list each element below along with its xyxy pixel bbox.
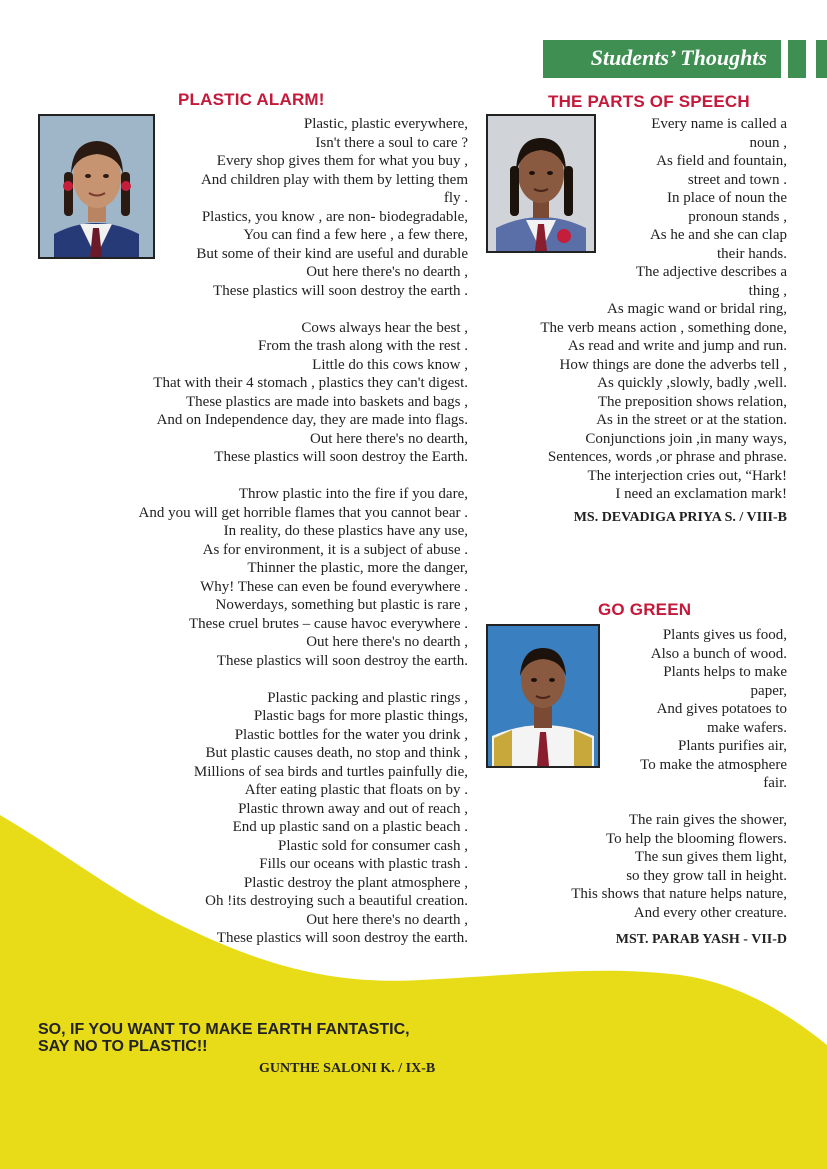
poem-line: paper, — [750, 682, 787, 699]
poem-line: These plastics will soon destroy the earth . — [213, 282, 468, 299]
poem-title-go-green: GO GREEN — [598, 600, 692, 619]
poem-line: But some of their kind are useful and durable — [196, 245, 468, 262]
poem-line: pronoun stands , — [688, 208, 787, 225]
poem-line: And on Independence day, they are made into flags. — [156, 412, 468, 428]
poem-line: And every other creature. — [633, 904, 787, 921]
poem-line: As for environment, it is a subject of abuse . — [202, 541, 468, 558]
poem-line: Nowerdays, something but plastic is rare , — [215, 597, 468, 613]
poem-line: Out here there's no dearth , — [306, 264, 468, 280]
poem-line: Plastic sold for consumer cash , — [278, 837, 468, 854]
poem-line: In place of noun the — [667, 190, 787, 206]
poem-line: Conjunctions join ,in many ways, — [585, 430, 787, 447]
poem-line: Plastic destroy the plant atmosphere , — [243, 874, 468, 891]
poem-line: The verb means action , something done, — [540, 319, 787, 336]
poem-line: Every name is called a — [651, 116, 787, 132]
poem-line: The sun gives them light, — [634, 849, 787, 865]
poem-line: As quickly ,slowly, badly ,well. — [597, 375, 787, 391]
header-stripe — [788, 40, 806, 78]
poem-line: The preposition shows relation, — [597, 393, 787, 410]
poem-line: But plastic causes death, no stop and think , — [205, 745, 468, 761]
poem-line: Thinner the plastic, more the danger, — [247, 560, 468, 576]
poem-line: As magic wand or bridal ring, — [607, 301, 787, 317]
poem-line: As he and she can clap — [649, 227, 787, 243]
poem-line: Plastic thrown away and out of reach , — [238, 800, 468, 817]
poem-line: These plastics will soon destroy the earth. — [216, 652, 468, 669]
poem-line: Plants helps to make — [663, 664, 787, 680]
poem-line: fair. — [763, 775, 787, 791]
poem-line: Plants purifies air, — [678, 738, 787, 754]
portrait-image — [40, 116, 153, 257]
poem-line: And you will get horrible flames that you cannot bear . — [138, 504, 468, 521]
poem-line: Little do this cows know , — [312, 356, 468, 373]
poem-line: Sentences, words ,or phrase and phrase. — [547, 449, 787, 465]
poem-line: You can find a few here , a few there, — [243, 227, 468, 243]
poem-line: Why! These can even be found everywhere . — [200, 578, 468, 595]
poem-line: Millions of sea birds and turtles painfully die, — [193, 763, 468, 780]
poem-line: street and town . — [687, 171, 787, 188]
poem-line: To help the blooming flowers. — [605, 830, 787, 847]
poem-line: After eating plastic that floats on by . — [244, 782, 468, 798]
poem-title-plastic-alarm: PLASTIC ALARM! — [178, 90, 325, 109]
poem-title-parts-of-speech: THE PARTS OF SPEECH — [548, 92, 750, 111]
poem-line: Oh !its destroying such a beautiful creation. — [205, 893, 468, 909]
poem-line: Cows always hear the best , — [301, 319, 468, 336]
poem-plastic-alarm — [139, 115, 469, 948]
poem-line: End up plastic sand on a plastic beach . — [232, 819, 468, 835]
poem-line: The interjection cries out, “Hark! — [587, 467, 787, 484]
poem-line: Throw plastic into the fire if you dare, — [238, 486, 468, 502]
poem-line: their hands. — [717, 245, 787, 262]
poem-line: Fills our oceans with plastic trash . — [259, 856, 468, 872]
poem-line: And gives potatoes to — [656, 701, 787, 717]
poem-line: These plastics will soon destroy the earth. — [216, 930, 468, 946]
poem-line: Plants gives us food, — [662, 627, 787, 643]
poem-line: Out here there's no dearth, — [309, 430, 468, 447]
slogan-line: SO, IF YOU WANT TO MAKE EARTH FANTASTIC, — [38, 1021, 410, 1038]
poem-line: As in the street or at the station. — [596, 412, 787, 428]
poem-line: Every shop gives them for what you buy , — [216, 153, 468, 169]
poem-line: noun , — [749, 134, 787, 151]
poem-line: As field and fountain, — [656, 153, 787, 169]
section-header-band — [543, 40, 781, 78]
poem-line: Plastic bags for more plastic things, — [253, 708, 468, 724]
author-credit-plastic-alarm: GUNTHE SALONI K. / IX-B — [259, 1061, 436, 1076]
poem-line: I need an exclamation mark! — [615, 486, 787, 502]
poem-line: These plastics are made into baskets and bags , — [186, 393, 468, 410]
poem-go-green — [571, 626, 787, 922]
section-title: Students’ Thoughts — [590, 45, 767, 70]
slogan — [38, 1021, 410, 1055]
poem-line: This shows that nature helps nature, — [571, 886, 787, 902]
poem-line: Plastic packing and plastic rings , — [267, 689, 468, 706]
poem-line: make wafers. — [707, 719, 787, 736]
poem-line: How things are done the adverbs tell , — [559, 356, 787, 373]
poem-line: The adjective describes a — [635, 264, 787, 280]
header-stripe — [816, 40, 827, 78]
poem-line: These plastics will soon destroy the Earth. — [214, 449, 468, 465]
poem-line: The rain gives the shower, — [628, 812, 787, 828]
poem-parts-of-speech — [540, 115, 787, 504]
author-credit-parts-of-speech: MS. DEVADIGA PRIYA S. / VIII-B — [573, 510, 787, 525]
poem-line: As read and write and jump and run. — [567, 338, 787, 354]
poem-line: That with their 4 stomach , plastics they can't digest. — [153, 375, 468, 391]
poem-line: Plastic bottles for the water you drink , — [234, 726, 468, 743]
poem-line: Also a bunch of wood. — [650, 645, 787, 662]
poem-line: Out here there's no dearth , — [306, 634, 468, 650]
poem-line: Isn't there a soul to care ? — [315, 134, 468, 151]
slogan-line: SAY NO TO PLASTIC!! — [38, 1038, 208, 1055]
poem-line: Plastics, you know , are non- biodegradable, — [201, 208, 468, 225]
poem-line: thing , — [748, 282, 787, 299]
poem-line: From the trash along with the rest . — [258, 338, 468, 354]
poem-line: These cruel brutes – cause havoc everywhere . — [188, 615, 468, 632]
poem-line: To make the atmosphere — [640, 756, 787, 773]
author-credit-go-green: MST. PARAB YASH - VII-D — [615, 932, 787, 947]
poem-line: so they grow tall in height. — [626, 867, 787, 884]
poem-line: And children play with them by letting them — [200, 171, 468, 188]
poem-line: In reality, do these plastics have any use, — [223, 523, 468, 539]
student-photo-girl — [38, 114, 155, 259]
poem-line: Out here there's no dearth , — [306, 911, 468, 928]
poem-line: fly . — [443, 190, 468, 206]
poem-line: Plastic, plastic everywhere, — [303, 116, 468, 132]
